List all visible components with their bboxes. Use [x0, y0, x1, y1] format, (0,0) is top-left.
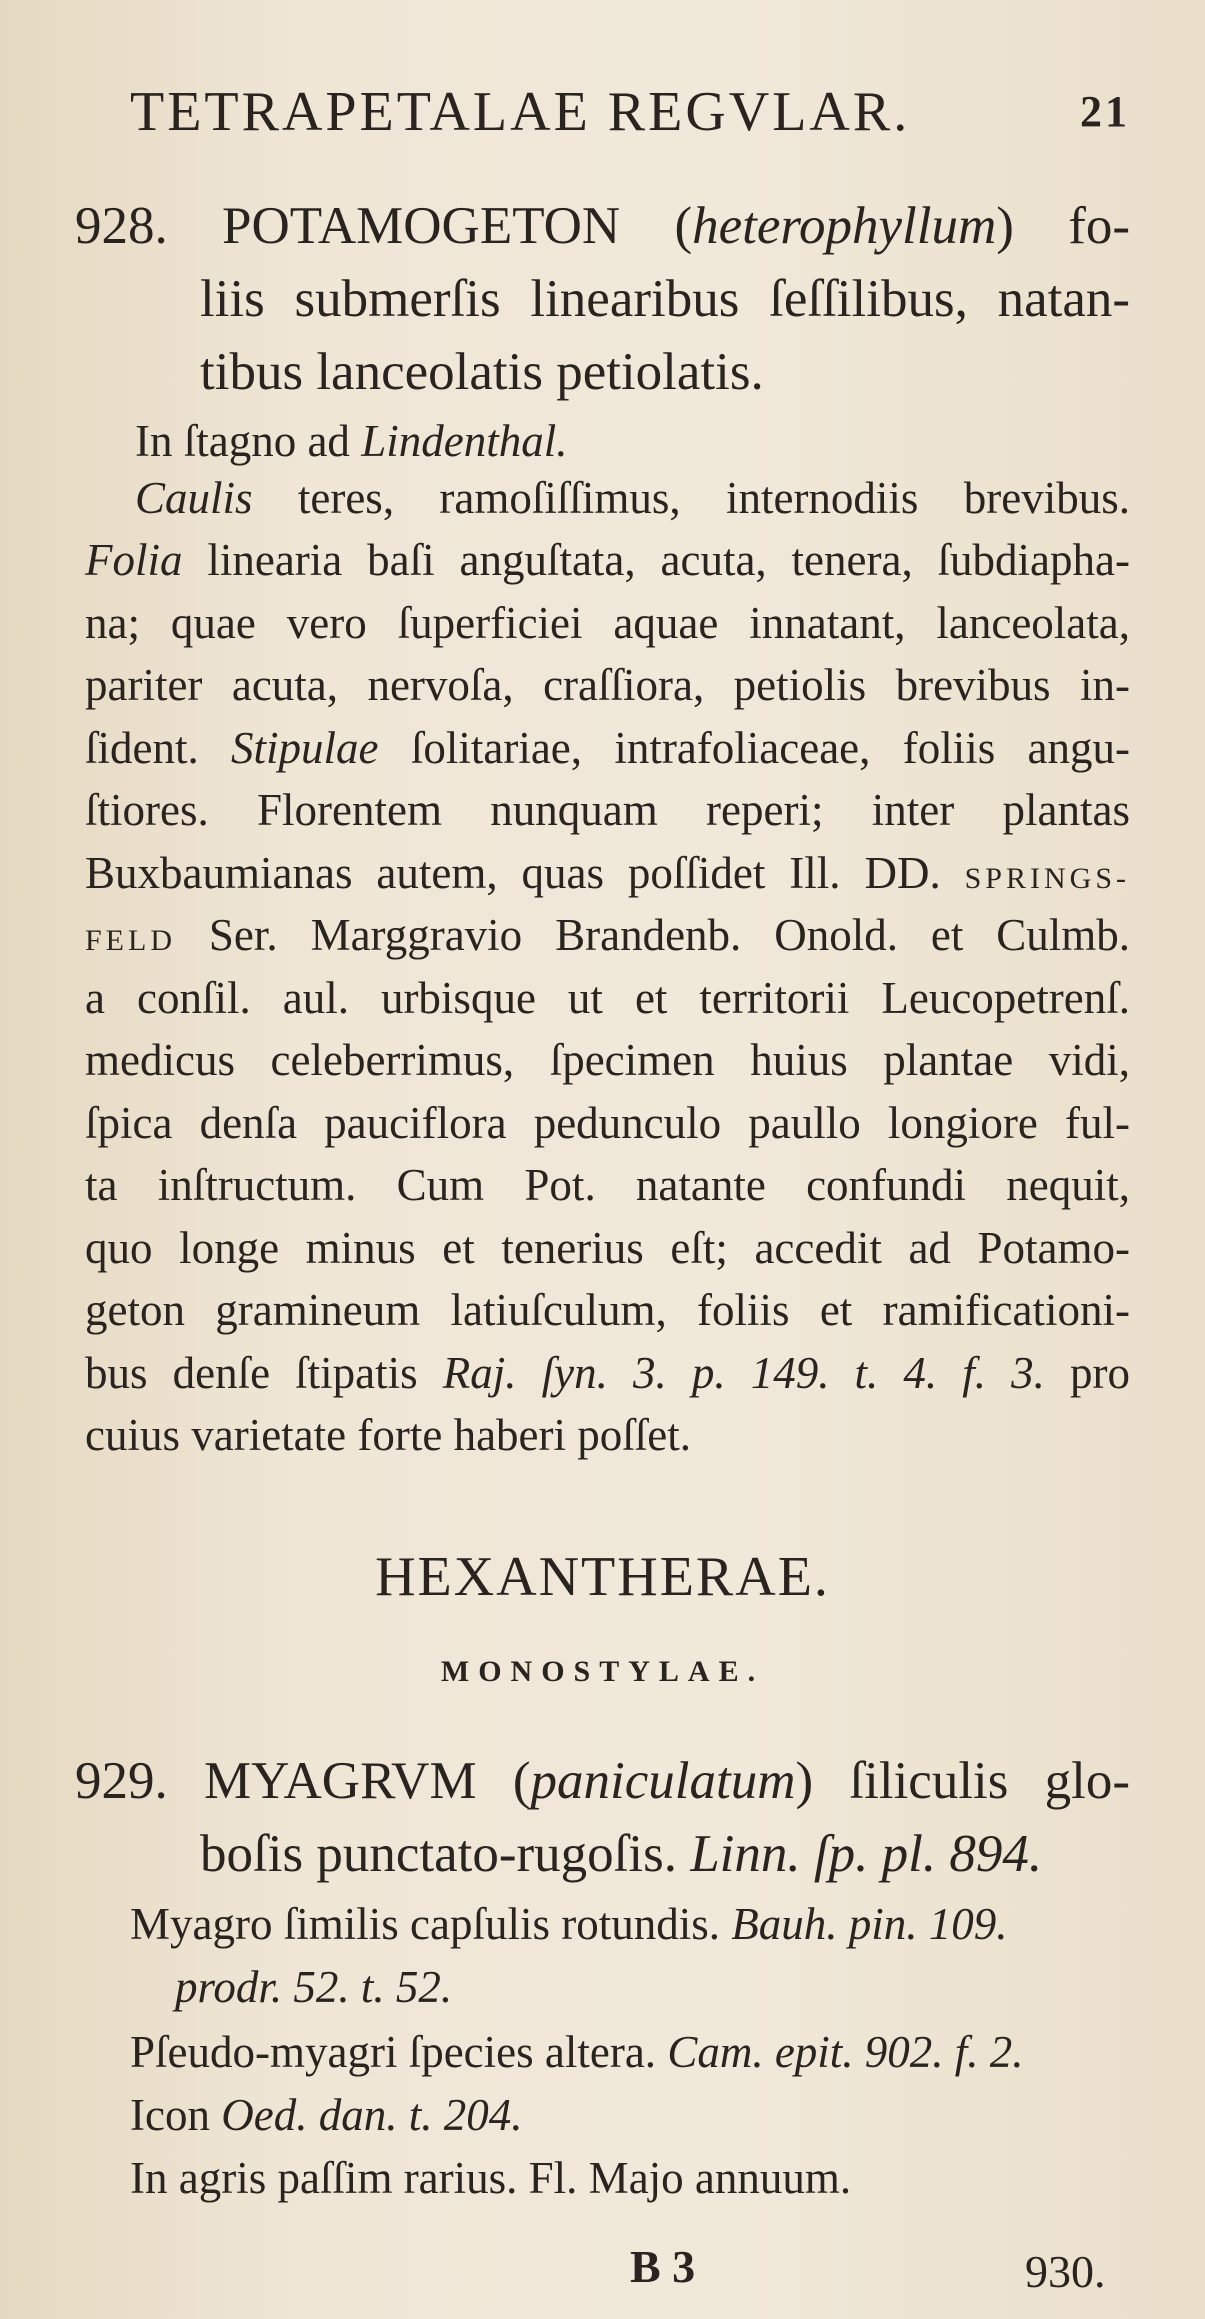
desc-line: [135, 467, 1130, 530]
desc-line: [85, 529, 1130, 592]
entry-number: 928.: [75, 197, 168, 255]
catchword: 930.: [1025, 2246, 1106, 2297]
desc-line: geton gramineum latiuſculum, foliis et ramificationi-: [85, 1285, 1130, 1335]
synonym-1-line-1: [130, 1893, 1007, 1956]
synonym-text: Pſeudo-myagri ſpecies altera.: [130, 2027, 668, 2077]
entry-928-heading-line-1: [75, 190, 1130, 263]
synonym-2: [130, 2021, 1024, 2084]
entry-929-heading-line-2: [200, 1818, 1042, 1891]
desc-term: Stipulae: [231, 723, 379, 773]
desc-line: pariter acuta, nervoſa, craſſiora, petiolis brevibus in-: [85, 660, 1130, 710]
desc-text: bus denſe ſtipatis: [85, 1348, 443, 1398]
desc-line: ſtiores. Florentem nunquam reperi; inter plantas: [85, 785, 1130, 835]
paren-close: ): [795, 1752, 814, 1810]
person-name-small-caps: FELD: [85, 924, 176, 957]
entry-929-habitat: In agris paſſim rarius. Fl. Majo annuum.: [130, 2153, 852, 2203]
section-subtitle: MONOSTYLAE.: [440, 1655, 765, 1688]
genus-name: POTAMOGETON: [222, 197, 621, 255]
desc-line: a conſil. aul. urbisque ut et territorii Leucopetrenſ.: [85, 973, 1130, 1023]
literature-citation: Raj. ſyn. 3. p. 149. t. 4. f. 3.: [442, 1348, 1045, 1398]
desc-text: teres, ramoſiſſimus, internodiis brevibus.: [252, 473, 1130, 523]
desc-text: pro: [1044, 1348, 1130, 1398]
signature-mark: B 3: [630, 2241, 696, 2292]
entry-928-heading-line-2: liis submerſis linearibus ſeſſilibus, natan-: [200, 270, 1130, 328]
synonym-1-line-2: prodr. 52. t. 52.: [175, 1962, 453, 2012]
desc-text: linearia baſi anguſtata, acuta, tenera, ſubdiapha-: [182, 535, 1130, 585]
species-epithet: heterophyllum: [692, 197, 997, 255]
entry-928-habitat: [135, 410, 567, 473]
desc-line: [85, 1342, 1130, 1405]
desc-text: Ser. Marggravio Brandenb. Onold. et Culmb.: [176, 910, 1130, 960]
desc-line: ta inſtructum. Cum Pot. natante confundi nequit,: [85, 1160, 1130, 1210]
desc-text: Buxbaumianas autem, quas poſſidet Ill. DD.: [85, 848, 965, 898]
species-epithet: paniculatum: [530, 1752, 796, 1810]
habitat-text: In ſtagno ad: [135, 416, 362, 466]
person-name-small-caps: SPRINGS-: [964, 862, 1130, 895]
desc-line: quo longe minus et tenerius eſt; accedit ad Potamo-: [85, 1223, 1130, 1273]
desc-line: [85, 717, 1130, 780]
paren-close: ): [996, 197, 1014, 255]
desc-term: Caulis: [135, 473, 253, 523]
synonym-text: Myagro ſimilis capſulis rotundis.: [130, 1899, 732, 1949]
desc-line: ſpica denſa pauciflora pedunculo paullo longiore ful-: [85, 1098, 1130, 1148]
paren-open: (: [512, 1752, 531, 1810]
section-title: HEXANTHERAE.: [375, 1546, 830, 1608]
icon-reference: [130, 2084, 522, 2147]
running-header: [130, 80, 1130, 144]
paren-open: (: [674, 197, 693, 255]
desc-line: na; quae vero ſuperficiei aquae innatant, lanceolata,: [85, 598, 1130, 648]
page-number: 21: [1080, 87, 1130, 136]
desc-text: ſident.: [85, 723, 232, 773]
literature-citation: Oed. dan. t. 204.: [221, 2090, 523, 2140]
literature-citation: Cam. epit. 902. f. 2.: [667, 2027, 1024, 2077]
genus-name: MYAGRVM: [204, 1752, 477, 1810]
literature-citation: Bauh. pin. 109.: [731, 1899, 1008, 1949]
desc-line: cuius varietate forte haberi poſſet.: [85, 1410, 691, 1460]
entry-928-heading-line-3: tibus lanceolatis petiolatis.: [200, 343, 764, 401]
desc-line: [85, 842, 1130, 911]
entry-929-heading-line-1: [75, 1745, 1130, 1818]
desc-text: ſolitariae, intrafoliaceae, foliis angu-: [378, 723, 1130, 773]
desc-line: medicus celeberrimus, ſpecimen huius plantae vidi,: [85, 1035, 1130, 1085]
heading-text: boſis punctato-rugoſis.: [200, 1825, 691, 1883]
icon-label: Icon: [130, 2090, 222, 2140]
literature-citation: Linn. ſp. pl. 894.: [690, 1825, 1043, 1883]
heading-continuation: fo-: [1068, 197, 1130, 255]
entry-number: 929.: [75, 1752, 168, 1810]
desc-line: [85, 904, 1130, 973]
heading-continuation: ſiliculis glo-: [849, 1752, 1131, 1810]
running-title: TETRAPETALAE REGVLAR.: [130, 81, 911, 143]
desc-term: Folia: [85, 535, 183, 585]
habitat-location: Lindenthal.: [361, 416, 568, 466]
